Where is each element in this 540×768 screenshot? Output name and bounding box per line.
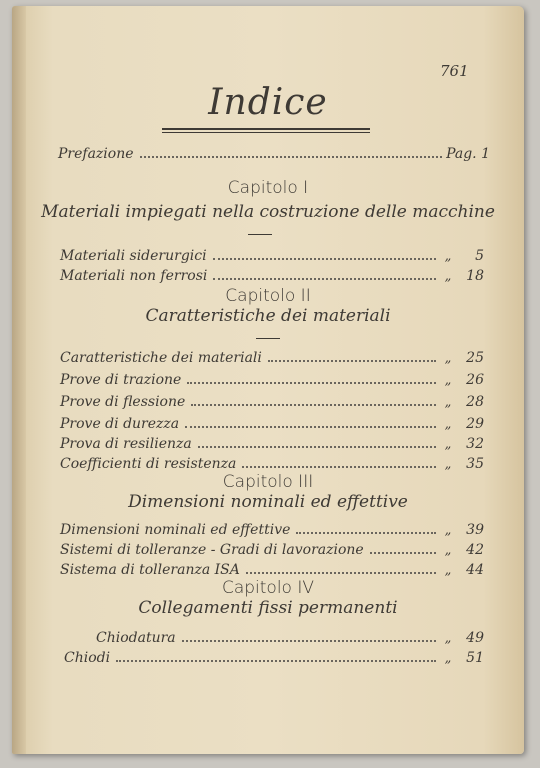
entry-page: 26 bbox=[466, 372, 484, 388]
chapter-title-3: Dimensioni nominali ed effettive bbox=[128, 492, 408, 512]
chapter-divider bbox=[248, 234, 272, 235]
index-page bbox=[12, 6, 524, 754]
entry-label: Coefficienti di resistenza bbox=[60, 456, 237, 472]
index-entry bbox=[60, 452, 484, 472]
index-entry bbox=[60, 346, 484, 366]
chapter-label-3: Capitolo III bbox=[222, 472, 314, 492]
index-entry bbox=[60, 244, 484, 264]
dot-leader bbox=[116, 660, 436, 662]
entry-label: Chiodatura bbox=[96, 630, 176, 646]
dot-leader bbox=[242, 466, 436, 468]
dot-leader bbox=[187, 382, 436, 384]
index-entry bbox=[60, 264, 484, 284]
chapter-title-1: Materiali impiegati nella costruzione delle macchine bbox=[41, 202, 495, 222]
ditto-mark: „ bbox=[444, 631, 452, 646]
page-number: 761 bbox=[440, 62, 469, 80]
chapter-label-4: Capitolo IV bbox=[221, 578, 315, 598]
dot-leader bbox=[246, 572, 436, 574]
entry-page: 35 bbox=[466, 456, 484, 472]
entry-page: 32 bbox=[466, 436, 484, 452]
chapter-divider bbox=[256, 338, 280, 339]
entry-label: Prefazione bbox=[58, 146, 134, 162]
dot-leader bbox=[296, 532, 436, 534]
ditto-mark: „ bbox=[444, 457, 452, 472]
dot-leader bbox=[185, 426, 436, 428]
ditto-mark: „ bbox=[444, 351, 452, 366]
chapter-label-1: Capitolo I bbox=[227, 178, 309, 198]
title-underline-thin bbox=[162, 132, 370, 133]
entry-label: Prove di flessione bbox=[60, 394, 186, 410]
entry-label: Chiodi bbox=[64, 650, 111, 666]
entry-page: 28 bbox=[466, 394, 484, 410]
index-entry bbox=[60, 432, 484, 452]
entry-page: 49 bbox=[466, 630, 484, 646]
index-entry bbox=[60, 518, 484, 538]
ditto-mark: „ bbox=[444, 373, 452, 388]
entry-page: 25 bbox=[466, 350, 484, 366]
dot-leader bbox=[198, 446, 436, 448]
dot-leader bbox=[213, 278, 436, 280]
index-entry-prefazione bbox=[58, 142, 490, 162]
ditto-mark: „ bbox=[444, 563, 452, 578]
ditto-mark: „ bbox=[444, 523, 452, 538]
dot-leader bbox=[370, 552, 436, 554]
entry-page: 18 bbox=[466, 268, 484, 284]
ditto-mark: „ bbox=[444, 437, 452, 452]
ditto-mark: „ bbox=[444, 269, 452, 284]
entry-label: Caratteristiche dei materiali bbox=[60, 350, 262, 366]
entry-label: Materiali siderurgici bbox=[60, 248, 207, 264]
index-entry bbox=[60, 368, 484, 388]
entry-page: 39 bbox=[466, 522, 484, 538]
ditto-mark: „ bbox=[444, 543, 452, 558]
chapter-title-4: Collegamenti fissi permanenti bbox=[138, 598, 398, 618]
entry-page: 42 bbox=[466, 542, 484, 558]
index-entry bbox=[96, 626, 484, 646]
index-entry bbox=[60, 558, 484, 578]
index-entry bbox=[60, 538, 484, 558]
entry-page: 5 bbox=[475, 248, 484, 264]
ditto-mark: „ bbox=[444, 249, 452, 264]
ditto-mark: „ bbox=[444, 417, 452, 432]
ditto-mark: „ bbox=[444, 395, 452, 410]
entry-label: Sistemi di tolleranze - Gradi di lavorazione bbox=[60, 542, 364, 558]
index-entry bbox=[64, 646, 484, 666]
entry-page: 29 bbox=[466, 416, 484, 432]
dot-leader bbox=[182, 640, 436, 642]
entry-page: 51 bbox=[466, 650, 484, 666]
entry-label: Sistema di tolleranza ISA bbox=[60, 562, 240, 578]
entry-label: Prove di trazione bbox=[60, 372, 182, 388]
index-entry bbox=[60, 412, 484, 432]
chapter-title-2: Caratteristiche dei materiali bbox=[145, 306, 391, 326]
dot-leader bbox=[191, 404, 436, 406]
title-underline bbox=[162, 128, 370, 130]
page-title: Indice bbox=[208, 82, 328, 123]
entry-page: Pag. 1 bbox=[446, 146, 490, 162]
entry-label: Materiali non ferrosi bbox=[60, 268, 208, 284]
index-entry bbox=[60, 390, 484, 410]
chapter-label-2: Capitolo II bbox=[225, 286, 311, 306]
entry-label: Prova di resilienza bbox=[60, 436, 192, 452]
entry-label: Dimensioni nominali ed effettive bbox=[60, 522, 291, 538]
entry-label: Prove di durezza bbox=[60, 416, 180, 432]
dot-leader bbox=[140, 156, 443, 158]
entry-page: 44 bbox=[466, 562, 484, 578]
ditto-mark: „ bbox=[444, 651, 452, 666]
dot-leader bbox=[268, 360, 436, 362]
dot-leader bbox=[213, 258, 436, 260]
